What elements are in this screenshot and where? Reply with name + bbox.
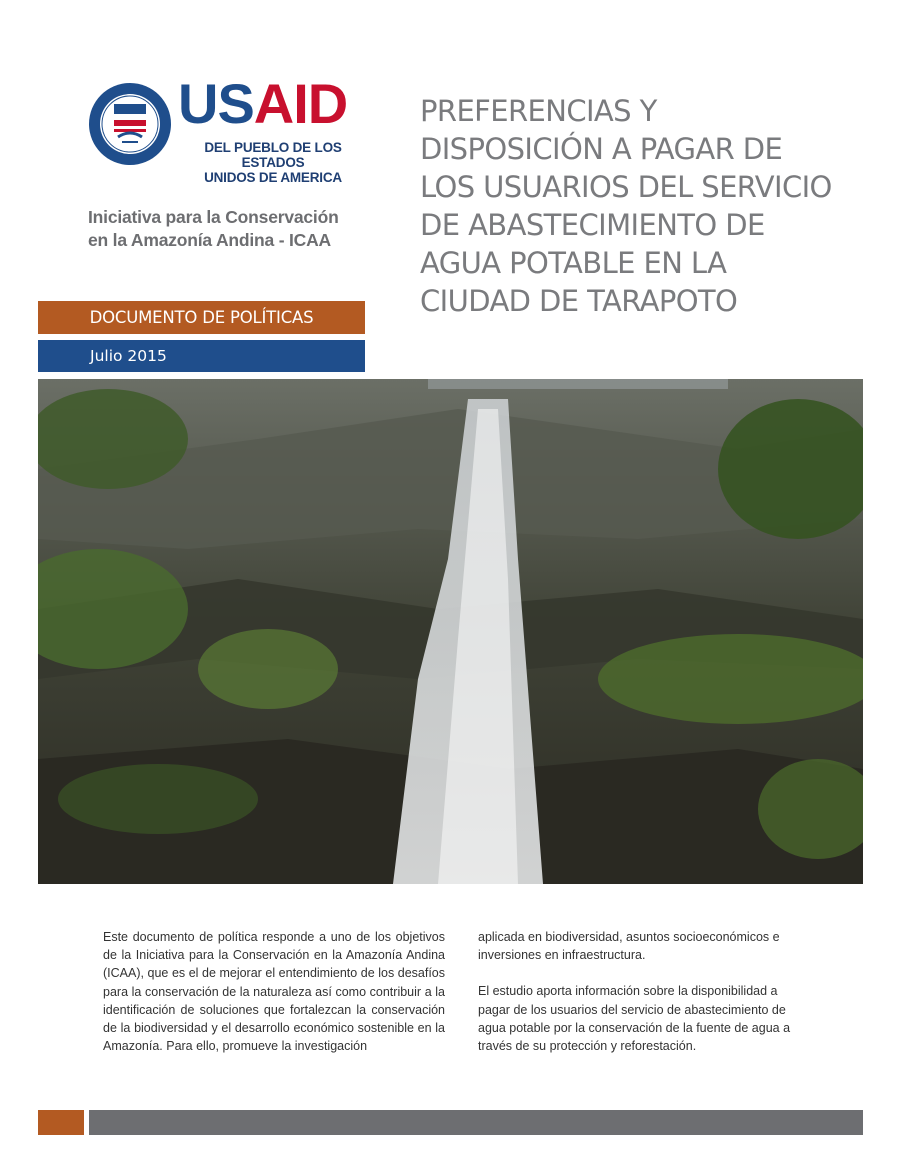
document-title <box>420 92 880 320</box>
tagline-line-2: UNIDOS DE AMERICA <box>204 170 342 185</box>
date-band: Julio 2015 <box>38 340 365 372</box>
body-paragraph: El estudio aporta información sobre la disponibilidad a pagar de los usuarios del servicio de abastecimiento de agua potable por la conservación de la fuente de agua a través de su protección y reforestación. <box>478 984 791 1054</box>
body-column-left <box>103 928 445 1055</box>
title-line: DE ABASTECIMIENTO DE <box>420 208 765 242</box>
title-line: CIUDAD DE TARAPOTO <box>420 284 738 318</box>
title-line: PREFERENCIAS Y <box>420 94 657 128</box>
usaid-wordmark <box>178 72 348 135</box>
usaid-logo <box>88 72 368 185</box>
doc-type-band: DOCUMENTO DE POLÍTICAS <box>38 301 365 334</box>
tagline-line-1: DEL PUEBLO DE LOS ESTADOS <box>204 140 342 170</box>
initiative-name <box>88 206 378 252</box>
body-column-right <box>478 928 802 1055</box>
waterfall-photo <box>38 379 863 884</box>
waterfall-illustration <box>38 379 863 884</box>
title-line: AGUA POTABLE EN LA <box>420 246 727 280</box>
body-paragraph: Este documento de política responde a uno de los objetivos de la Iniciativa para la Conservación en la Amazonía Andina (ICAA), que es el de mejorar el entendimiento de los desafíos para la conservación de la naturaleza así como contribuir a la identificación de soluciones que fortalezcan la conservación de la biodiversidad y el desarrollo económico sostenible en la Amazonía. Para ello, promueve la investigación <box>103 930 445 1054</box>
usaid-tagline <box>178 140 368 185</box>
initiative-line-1: Iniciativa para la Conservación <box>88 207 339 227</box>
footer-accent-bar <box>38 1110 84 1135</box>
body-paragraph: aplicada en biodiversidad, asuntos socioeconómicos e inversiones en infraestructura. <box>478 930 780 963</box>
title-line: DISPOSICIÓN A PAGAR DE <box>420 132 783 166</box>
wordmark-us: US <box>178 72 254 135</box>
initiative-line-2: en la Amazonía Andina - ICAA <box>88 230 331 250</box>
footer-bar <box>89 1110 863 1135</box>
wordmark-aid: AID <box>253 72 348 135</box>
title-line: LOS USUARIOS DEL SERVICIO <box>420 170 832 204</box>
usaid-seal-icon <box>88 82 172 166</box>
